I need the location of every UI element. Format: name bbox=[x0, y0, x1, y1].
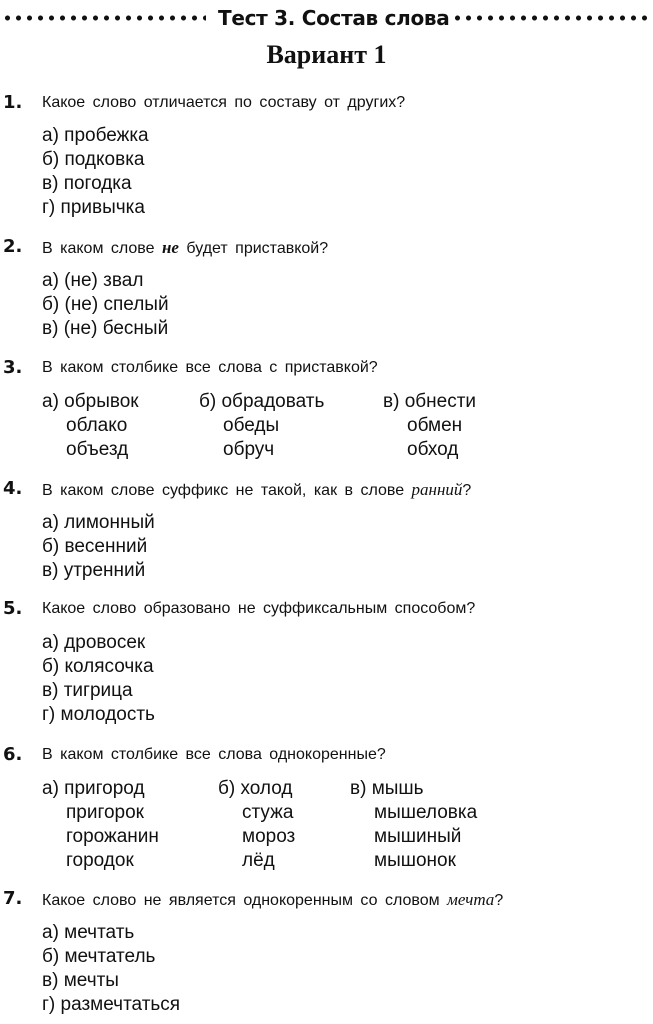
answer-option-b[interactable]: б) (не) спелый bbox=[42, 294, 169, 315]
answer-options bbox=[42, 631, 155, 727]
answer-word: мышиный bbox=[374, 826, 462, 847]
answer-option-d[interactable]: г) привычка bbox=[42, 197, 145, 218]
answer-word: обеды bbox=[223, 415, 280, 436]
answer-word: обмен bbox=[407, 415, 463, 436]
answer-option-c[interactable]: в) погодка bbox=[42, 173, 132, 194]
question-number: 2. bbox=[3, 236, 23, 257]
answer-word: объезд bbox=[66, 439, 129, 460]
answer-option-a[interactable]: а) мечтать bbox=[42, 922, 135, 943]
answer-options bbox=[42, 269, 169, 341]
answer-option-c[interactable]: в) тигрица bbox=[42, 680, 133, 701]
answer-option-c[interactable]: в) мечты bbox=[42, 970, 119, 991]
answer-option-d[interactable]: г) размечтаться bbox=[42, 994, 181, 1015]
question-keyword: ранний bbox=[411, 480, 463, 499]
answer-word: пригорок bbox=[66, 802, 144, 823]
answer-column-b[interactable] bbox=[199, 390, 324, 462]
answer-column-head: а) обрывок bbox=[42, 391, 139, 412]
answer-column-c[interactable] bbox=[350, 777, 477, 873]
answer-option-a[interactable]: а) лимонный bbox=[42, 512, 155, 533]
question-text-after: будет приставкой? bbox=[186, 240, 329, 257]
answer-word: облако bbox=[66, 415, 128, 436]
test-title: Тест 3. Состав слова bbox=[218, 6, 450, 30]
question-text: Какое слово образовано не суффиксальным способом? bbox=[42, 600, 476, 617]
answer-word: мышонок bbox=[374, 850, 456, 871]
answer-column-b[interactable] bbox=[218, 777, 295, 873]
header-dots-left bbox=[2, 13, 206, 23]
answer-word: мышеловка bbox=[374, 802, 478, 823]
answer-word: лёд bbox=[242, 850, 275, 871]
question-text: Какое слово отличается по составу от других? bbox=[42, 94, 406, 111]
answer-word: городок bbox=[66, 850, 134, 871]
answer-column-head: в) мышь bbox=[350, 778, 424, 799]
answer-options bbox=[42, 124, 149, 220]
answer-options bbox=[42, 921, 180, 1017]
question-text-before: В каком слове bbox=[42, 240, 155, 257]
header-dots-right bbox=[452, 13, 653, 23]
answer-column-head: а) пригород bbox=[42, 778, 145, 799]
answer-option-b[interactable]: б) мечтатель bbox=[42, 946, 156, 967]
answer-option-a[interactable]: а) пробежка bbox=[42, 125, 149, 146]
answer-option-b[interactable]: б) колясочка bbox=[42, 656, 154, 677]
question-number: 7. bbox=[3, 888, 23, 909]
answer-word: стужа bbox=[242, 802, 294, 823]
variant-title: Вариант 1 bbox=[266, 40, 387, 69]
answer-option-c[interactable]: в) утренний bbox=[42, 560, 146, 581]
question-text-after: ? bbox=[462, 482, 472, 499]
answer-column-head: б) холод bbox=[218, 778, 293, 799]
question-text-before: В каком слове суффикс не такой, как в слове bbox=[42, 482, 405, 499]
answer-option-a[interactable]: а) дровосек bbox=[42, 632, 146, 653]
question-text: В каком столбике все слова однокоренные? bbox=[42, 746, 386, 763]
question-number: 1. bbox=[3, 92, 23, 113]
question-keyword: не bbox=[161, 238, 179, 257]
answer-options bbox=[42, 511, 155, 583]
answer-word: обход bbox=[407, 439, 459, 460]
answer-option-c[interactable]: в) (не) бесный bbox=[42, 318, 169, 339]
question-number: 6. bbox=[3, 744, 23, 765]
answer-column-head: в) обнести bbox=[383, 391, 477, 412]
answer-option-b[interactable]: б) подковка bbox=[42, 149, 145, 170]
answer-column-a[interactable] bbox=[42, 390, 139, 462]
question-text: В каком столбике все слова с приставкой? bbox=[42, 359, 378, 376]
question-text bbox=[42, 890, 503, 910]
question-text bbox=[42, 480, 471, 500]
answer-column-c[interactable] bbox=[383, 390, 476, 462]
answer-option-d[interactable]: г) молодость bbox=[42, 704, 155, 725]
question-text-after: ? bbox=[494, 892, 504, 909]
question-number: 3. bbox=[3, 357, 23, 378]
answer-column-head: б) обрадовать bbox=[199, 391, 325, 412]
question-number: 4. bbox=[3, 478, 23, 499]
question-number: 5. bbox=[3, 598, 23, 619]
page-header bbox=[0, 4, 653, 32]
answer-word: мороз bbox=[242, 826, 296, 847]
answer-word: обруч bbox=[223, 439, 275, 460]
answer-option-b[interactable]: б) весенний bbox=[42, 536, 148, 557]
question-keyword: мечта bbox=[447, 890, 495, 909]
answer-word: горожанин bbox=[66, 826, 159, 847]
question-text-before: Какое слово не является однокоренным со словом bbox=[42, 892, 440, 909]
answer-column-a[interactable] bbox=[42, 777, 159, 873]
question-text bbox=[42, 238, 328, 258]
answer-option-a[interactable]: а) (не) звал bbox=[42, 270, 144, 291]
